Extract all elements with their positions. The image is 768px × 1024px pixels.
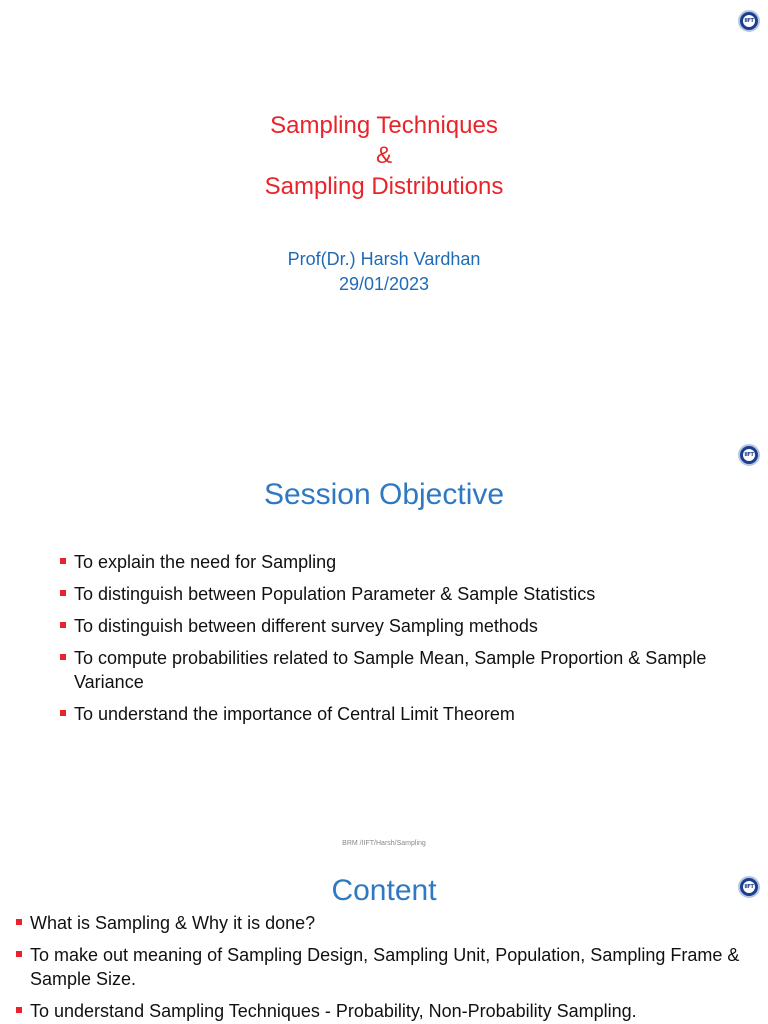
list-item: To explain the need for Sampling (60, 550, 740, 574)
title-slide (0, 0, 768, 436)
list-item: What is Sampling & Why it is done? (16, 911, 756, 935)
slide-heading: Content (331, 874, 437, 907)
bullet-square-icon (60, 558, 66, 564)
bullet-square-icon (60, 710, 66, 716)
iift-logo-icon: IIFT (738, 10, 760, 32)
list-item: To make out meaning of Sampling Design, Sampling Unit, Population, Sampling Frame & Sample Size. (16, 943, 756, 991)
bullet-square-icon (60, 590, 66, 596)
bullet-square-icon (16, 951, 22, 957)
iift-logo-icon: IIFT (738, 876, 760, 898)
list-item: To compute probabilities related to Sample Mean, Sample Proportion & Sample Variance (60, 646, 740, 694)
author-name: Prof(Dr.) Harsh Vardhan (287, 249, 481, 269)
objective-list (60, 550, 740, 734)
title-line-3: Sampling Distributions (264, 173, 504, 200)
content-slide (0, 860, 768, 1024)
presentation-date: 29/01/2023 (338, 274, 430, 294)
content-list (16, 911, 756, 1024)
title-line-2: & (375, 142, 392, 169)
slide-footer: BRM /IIFT/Harsh/Sampling (342, 840, 426, 847)
bullet-square-icon (60, 654, 66, 660)
list-item: To distinguish between different survey Sampling methods (60, 614, 740, 638)
list-item: To distinguish between Population Parameter & Sample Statistics (60, 582, 740, 606)
slide-heading: Session Objective (263, 478, 505, 511)
bullet-square-icon (60, 622, 66, 628)
list-item: To understand Sampling Techniques - Probability, Non-Probability Sampling. (16, 999, 756, 1023)
iift-logo-icon: IIFT (738, 444, 760, 466)
bullet-square-icon (16, 1007, 22, 1013)
objective-slide (0, 436, 768, 860)
bullet-square-icon (16, 919, 22, 925)
title-line-1: Sampling Techniques (270, 112, 498, 139)
list-item: To understand the importance of Central Limit Theorem (60, 702, 740, 726)
